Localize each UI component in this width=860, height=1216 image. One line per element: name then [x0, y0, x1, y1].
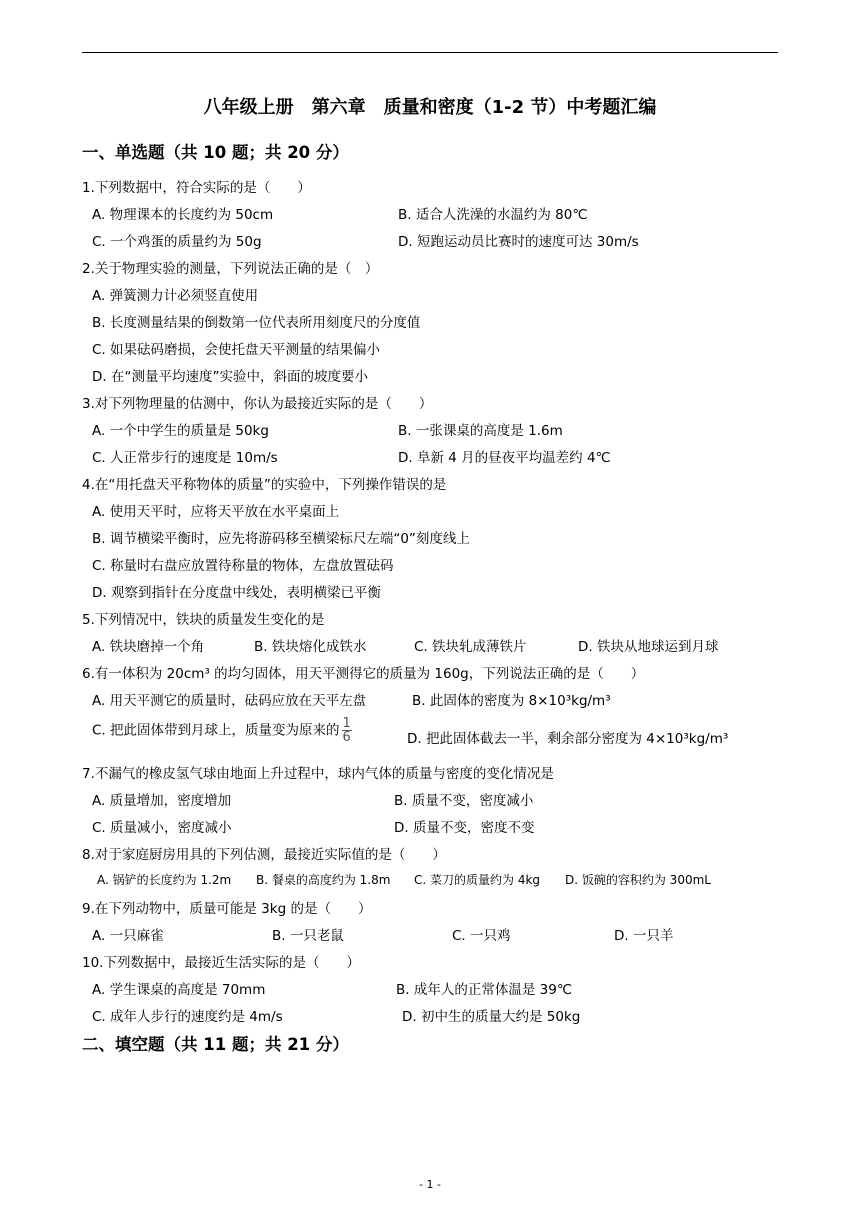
fraction-one-sixth — [342, 717, 352, 744]
question-1-option-b: B. 适合人洗澡的水温约为 80℃ — [398, 207, 588, 223]
question-5-stem: 5.下列情况中，铁块的质量发生变化的是 — [82, 612, 325, 628]
question-5-option-a: A. 铁块磨掉一个角 — [92, 639, 205, 655]
question-8-option-a: A. 锅铲的长度约为 1.2m — [97, 873, 232, 887]
question-7-option-b: B. 质量不变，密度减小 — [394, 793, 534, 809]
question-9-option-d: D. 一只羊 — [614, 928, 674, 944]
header-rule — [82, 52, 778, 53]
question-4-stem: 4.在“用托盘天平称物体的质量”的实验中，下列操作错误的是 — [82, 477, 447, 493]
question-4-option-b: B. 调节横梁平衡时，应先将游码移至横梁标尺左端“0”刻度线上 — [92, 531, 470, 547]
question-2-stem: 2.关于物理实验的测量，下列说法正确的是（ ） — [82, 261, 379, 277]
question-10-option-b: B. 成年人的正常体温是 39℃ — [396, 982, 572, 998]
question-8-option-d: D. 饭碗的容积约为 300mL — [565, 873, 711, 887]
question-8-option-b: B. 餐桌的高度约为 1.8m — [256, 873, 391, 887]
question-6-option-c-text: C. 把此固体带到月球上，质量变为原来的 — [92, 722, 340, 739]
question-3-option-d: D. 阜新 4 月的昼夜平均温差约 4℃ — [398, 450, 611, 466]
question-2-option-c: C. 如果砝码磨损，会使托盘天平测量的结果偏小 — [92, 342, 381, 358]
question-3-stem: 3.对下列物理量的估测中，你认为最接近实际的是（ ） — [82, 396, 433, 412]
question-6-option-c — [92, 717, 352, 744]
question-2-option-b: B. 长度测量结果的倒数第一位代表所用刻度尺的分度值 — [92, 315, 421, 331]
question-3-option-c: C. 人正常步行的速度是 10m/s — [92, 450, 278, 466]
section-heading-fill-blank: 二、填空题（共 11 题；共 21 分） — [82, 1035, 349, 1054]
question-6-option-b: B. 此固体的密度为 8×10³kg/m³ — [412, 693, 611, 709]
question-7-option-d: D. 质量不变，密度不变 — [394, 820, 535, 836]
question-5-option-b: B. 铁块熔化成铁水 — [254, 639, 367, 655]
question-1-option-d: D. 短跑运动员比赛时的速度可达 30m/s — [398, 234, 639, 250]
page-number: - 1 - — [419, 1178, 441, 1191]
question-8-stem: 8.对于家庭厨房用具的下列估测，最接近实际值的是（ ） — [82, 847, 446, 863]
question-1-option-a: A. 物理课本的长度约为 50cm — [92, 207, 274, 223]
question-6-option-a: A. 用天平测它的质量时，砝码应放在天平左盘 — [92, 693, 367, 709]
question-10-option-c: C. 成年人步行的速度约是 4m/s — [92, 1009, 283, 1025]
question-2-option-d: D. 在“测量平均速度”实验中，斜面的坡度要小 — [92, 369, 368, 385]
question-3-option-b: B. 一张课桌的高度是 1.6m — [398, 423, 563, 439]
question-5-option-d: D. 铁块从地球运到月球 — [578, 639, 719, 655]
fraction-numerator: 1 — [342, 716, 351, 731]
question-5-option-c: C. 铁块轧成薄铁片 — [414, 639, 527, 655]
document-title: 八年级上册 第六章 质量和密度（1-2 节）中考题汇编 — [203, 97, 657, 118]
question-7-option-a: A. 质量增加，密度增加 — [92, 793, 232, 809]
question-6-option-d: D. 把此固体截去一半，剩余部分密度为 4×10³kg/m³ — [407, 731, 729, 747]
question-9-option-c: C. 一只鸡 — [452, 928, 511, 944]
question-1-stem: 1.下列数据中，符合实际的是（ ） — [82, 180, 311, 196]
question-9-option-b: B. 一只老鼠 — [272, 928, 344, 944]
question-7-option-c: C. 质量减小，密度减小 — [92, 820, 232, 836]
question-4-option-c: C. 称量时右盘应放置待称量的物体，左盘放置砝码 — [92, 558, 394, 574]
question-2-option-a: A. 弹簧测力计必须竖直使用 — [92, 288, 259, 304]
question-9-option-a: A. 一只麻雀 — [92, 928, 164, 944]
question-9-stem: 9.在下列动物中，质量可能是 3kg 的是（ ） — [82, 901, 372, 917]
question-3-option-a: A. 一个中学生的质量是 50kg — [92, 423, 269, 439]
section-heading-single-choice: 一、单选题（共 10 题；共 20 分） — [82, 143, 349, 162]
question-10-stem: 10.下列数据中，最接近生活实际的是（ ） — [82, 955, 360, 971]
question-10-option-d: D. 初中生的质量大约是 50kg — [402, 1009, 581, 1025]
question-8-option-c: C. 菜刀的质量约为 4kg — [414, 873, 541, 887]
question-1-option-c: C. 一个鸡蛋的质量约为 50g — [92, 234, 262, 250]
question-4-option-a: A. 使用天平时，应将天平放在水平桌面上 — [92, 504, 340, 520]
question-4-option-d: D. 观察到指针在分度盘中线处，表明横梁已平衡 — [92, 585, 381, 601]
question-7-stem: 7.不漏气的橡皮氢气球由地面上升过程中，球内气体的质量与密度的变化情况是 — [82, 766, 554, 782]
question-10-option-a: A. 学生课桌的高度是 70mm — [92, 982, 266, 998]
question-6-stem: 6.有一体积为 20cm³ 的均匀固体，用天平测得它的质量为 160g，下列说法正确的是（ ） — [82, 666, 645, 682]
fraction-denominator: 6 — [342, 730, 351, 745]
